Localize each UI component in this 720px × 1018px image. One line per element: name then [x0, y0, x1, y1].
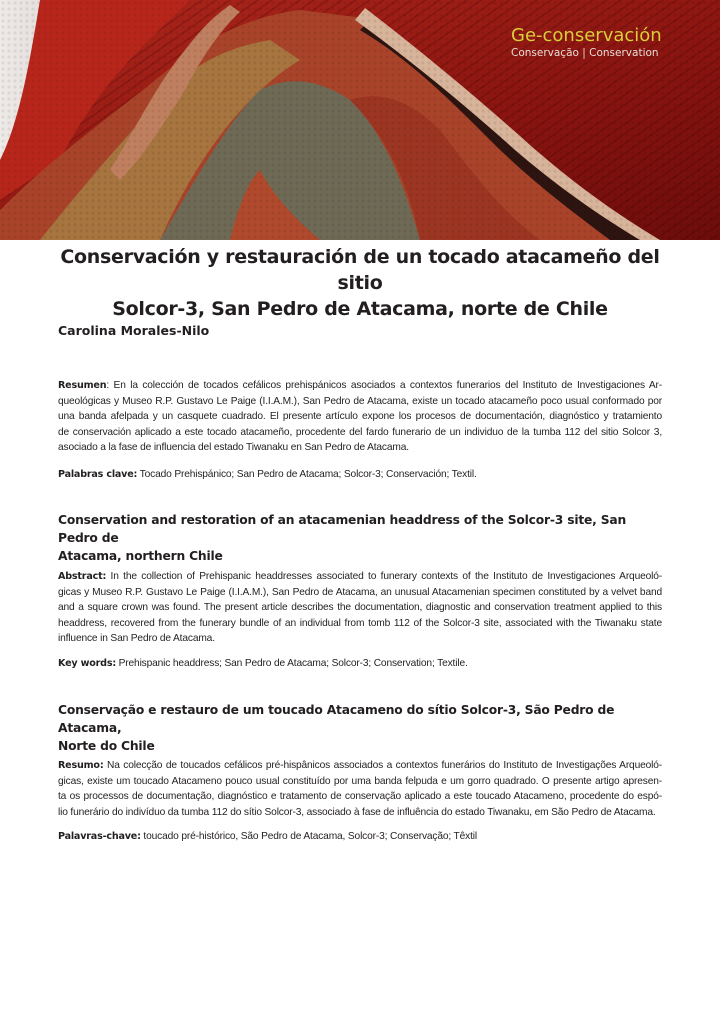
key-words-value: Prehispanic headdress; San Pedro de Atacama; Solcor-3; Conservation; Textile. [115, 658, 468, 669]
resumen-line: queológicas y Museo R.P. Gustavo Le Paige (I.I.A.M.), San Pedro de Atacama, existe un tocado atacameño poco usual conformado por [58, 395, 662, 407]
abstract-paragraph [58, 569, 662, 647]
abstract-line: In the collection of Prehispanic headdresses associated to funerary contexts of the Instituto de Investigaciones Arqueoló- [106, 571, 662, 582]
resumen-label: Resumen [58, 380, 107, 391]
journal-masthead [511, 26, 662, 60]
resumen-line: una banda afelpada y un casquete cuadrado. El presente artículo expone los procesos de documentación, diagnóstico y tratamiento [58, 411, 662, 423]
article-title-line: Conservación y restauración de un tocado atacameño del sitio [60, 246, 660, 294]
abstract-line: and a square crown was found. The present article describes the documentation, diagnostic and conservation treatment applied to this [58, 602, 662, 614]
abstract-line: influence in San Pedro de Atacama. [58, 633, 215, 645]
abstract-line: gicas y Museo R.P. Gustavo Le Paige (I.I.A.M.), San Pedro de Atacama, an unusual Atacamenian specimen constituted by a velvet band [58, 586, 662, 598]
resumen-line: : En la colección de tocados cefálicos prehispánicos asociados a contextos funerarios del Instituto de Investigaciones Ar- [106, 380, 662, 391]
palavras-chave-label: Palavras-chave: [58, 831, 141, 842]
abstract-line: headdress, recovered from the funerary bundle of an individual from tomb 112 of the Solcor-3 site, associated with the Tiwanaku state [58, 617, 662, 629]
english-title-line: Atacama, northern Chile [58, 549, 223, 563]
author-name: Carolina Morales-Nilo [58, 323, 210, 338]
palavras-chave-value: toucado pré-histórico, São Pedro de Atacama, Solcor-3; Conservação; Têxtil [140, 831, 477, 842]
resumo-paragraph [58, 758, 662, 820]
article-title [40, 244, 680, 322]
resumen-paragraph [58, 378, 662, 456]
palabras-clave [58, 467, 477, 482]
header-banner [0, 0, 720, 240]
resumo-line: Na colecção de toucados cefálicos pré-hispânicos associados a contextos funerários do Instituto de Investigações Arqueoló- [103, 760, 662, 771]
key-words [58, 656, 468, 671]
key-words-label: Key words: [58, 658, 116, 669]
journal-name: Ge-conservación [511, 25, 662, 46]
abstract-label: Abstract: [58, 571, 107, 582]
english-title-line: Conservation and restoration of an atacamenian headdress of the Solcor-3 site, San Pedro de [58, 513, 627, 545]
portuguese-title [58, 701, 668, 755]
article-title-line: Solcor-3, San Pedro de Atacama, norte de Chile [112, 298, 608, 320]
resumo-line: gicas, existe um toucado Atacameno pouco usual constituído por uma banda felpuda e um gorro quadrado. O presente artigo apresen- [58, 775, 662, 787]
palabras-clave-value: Tocado Prehispánico; San Pedro de Atacama; Solcor-3; Conservación; Textil. [137, 469, 477, 480]
journal-subtitle: Conservação | Conservation [511, 47, 659, 59]
portuguese-title-line: Conservação e restauro de um toucado Atacameno do sítio Solcor-3, São Pedro de Atacama, [58, 703, 615, 735]
resumen-line: de conservación aplicado a este tocado atacameño, procedente del fardo funerario de un individuo de la tumba 112 del sitio Solcor 3, [58, 426, 662, 438]
palavras-chave [58, 829, 477, 844]
portuguese-title-line: Norte do Chile [58, 739, 155, 753]
english-title [58, 511, 668, 565]
palabras-clave-label: Palabras clave: [58, 469, 138, 480]
resumo-line: ta os processos de documentação, diagnóstico e tratamento de conservação aplicado a este toucado Atacameno, procedente do espó- [58, 791, 662, 803]
resumo-label: Resumo: [58, 760, 104, 771]
resumo-line: lio funerário do indivíduo da tumba 112 do sítio Solcor-3, associado à fase de influência do estado Tiwanaku, em São Pedro de Atacama. [58, 806, 656, 818]
resumen-line: asociado a la fase de influencia del estado Tiwanaku en San Pedro de Atacama. [58, 442, 409, 454]
